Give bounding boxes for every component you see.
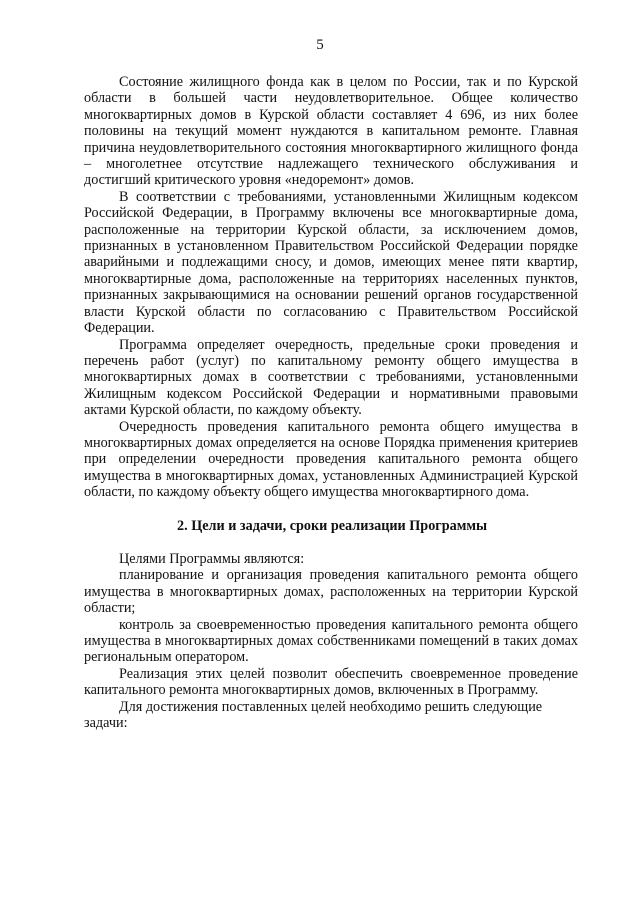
paragraph-program-scope: Программа определяет очередность, предельные сроки проведения и перечень работ (услуг) по капитальному ремонту общего имущества в многоквартирных домах в соответствии с требованиями, установленными Жилищным кодексом Российской Федерации и нормативными правовыми актами Курской области, по каждому объекту.: [84, 336, 578, 419]
document-body: [84, 74, 578, 731]
page-number: 5: [316, 37, 324, 53]
paragraph-goal-control: контроль за своевременностью проведения капитального ремонта общего имущества в многоквартирных домах собственниками помещений в таких домах региональным оператором.: [84, 616, 578, 666]
paragraph-housing-condition: Состояние жилищного фонда как в целом по России, так и по Курской области в большей части неудовлетворительное. Общее количество многоквартирных домов в Курской области составляет 4 696, из них более половины на текущий момент нуждаются в капитальном ремонте. Главная причина неудовлетворительного состояния многоквартирного жилищного фонда – многолетнее отсутствие надлежащего технического обслуживания и достигший критического уровня «недоремонт» домов.: [84, 74, 578, 189]
paragraph-goals-intro: Целями Программы являются:: [119, 550, 305, 567]
section-heading: 2. Цели и задачи, сроки реализации Программы: [177, 517, 488, 534]
paragraph-goal-planning: планирование и организация проведения капитального ремонта общего имущества в многоквартирных домах, расположенных на территории Курской области;: [84, 567, 578, 617]
paragraph-tasks-intro: Для достижения поставленных целей необходимо решить следующие задачи:: [84, 698, 543, 732]
paragraph-repair-order: Очередность проведения капитального ремонта общего имущества в многоквартирных домах определяется на основе Порядка применения критериев при определении очередности проведения капитального ремонта общего имущества в многоквартирных домах, установленных Администрацией Курской области, по каждому объекту общего имущества многоквартирного дома.: [84, 418, 578, 501]
paragraph-goals-result: Реализация этих целей позволит обеспечить своевременное проведение капитального ремонта многоквартирных домов, включенных в Программу.: [84, 665, 578, 699]
paragraph-housing-code: В соответствии с требованиями, установленными Жилищным кодексом Российской Федерации, в Программу включены все многоквартирные дома, расположенные на территории Курской области, за исключением домов, признанных в установленном Правительством Российской Федерации порядке аварийными и подлежащими сносу, и домов, имеющих менее пяти квартир, многоквартирные дома, расположенные на территориях населенных пунктов, признанных закрывающимися на основании решений органов государственной власти Курской области по согласованию с Правительством Российской Федерации.: [84, 188, 578, 337]
